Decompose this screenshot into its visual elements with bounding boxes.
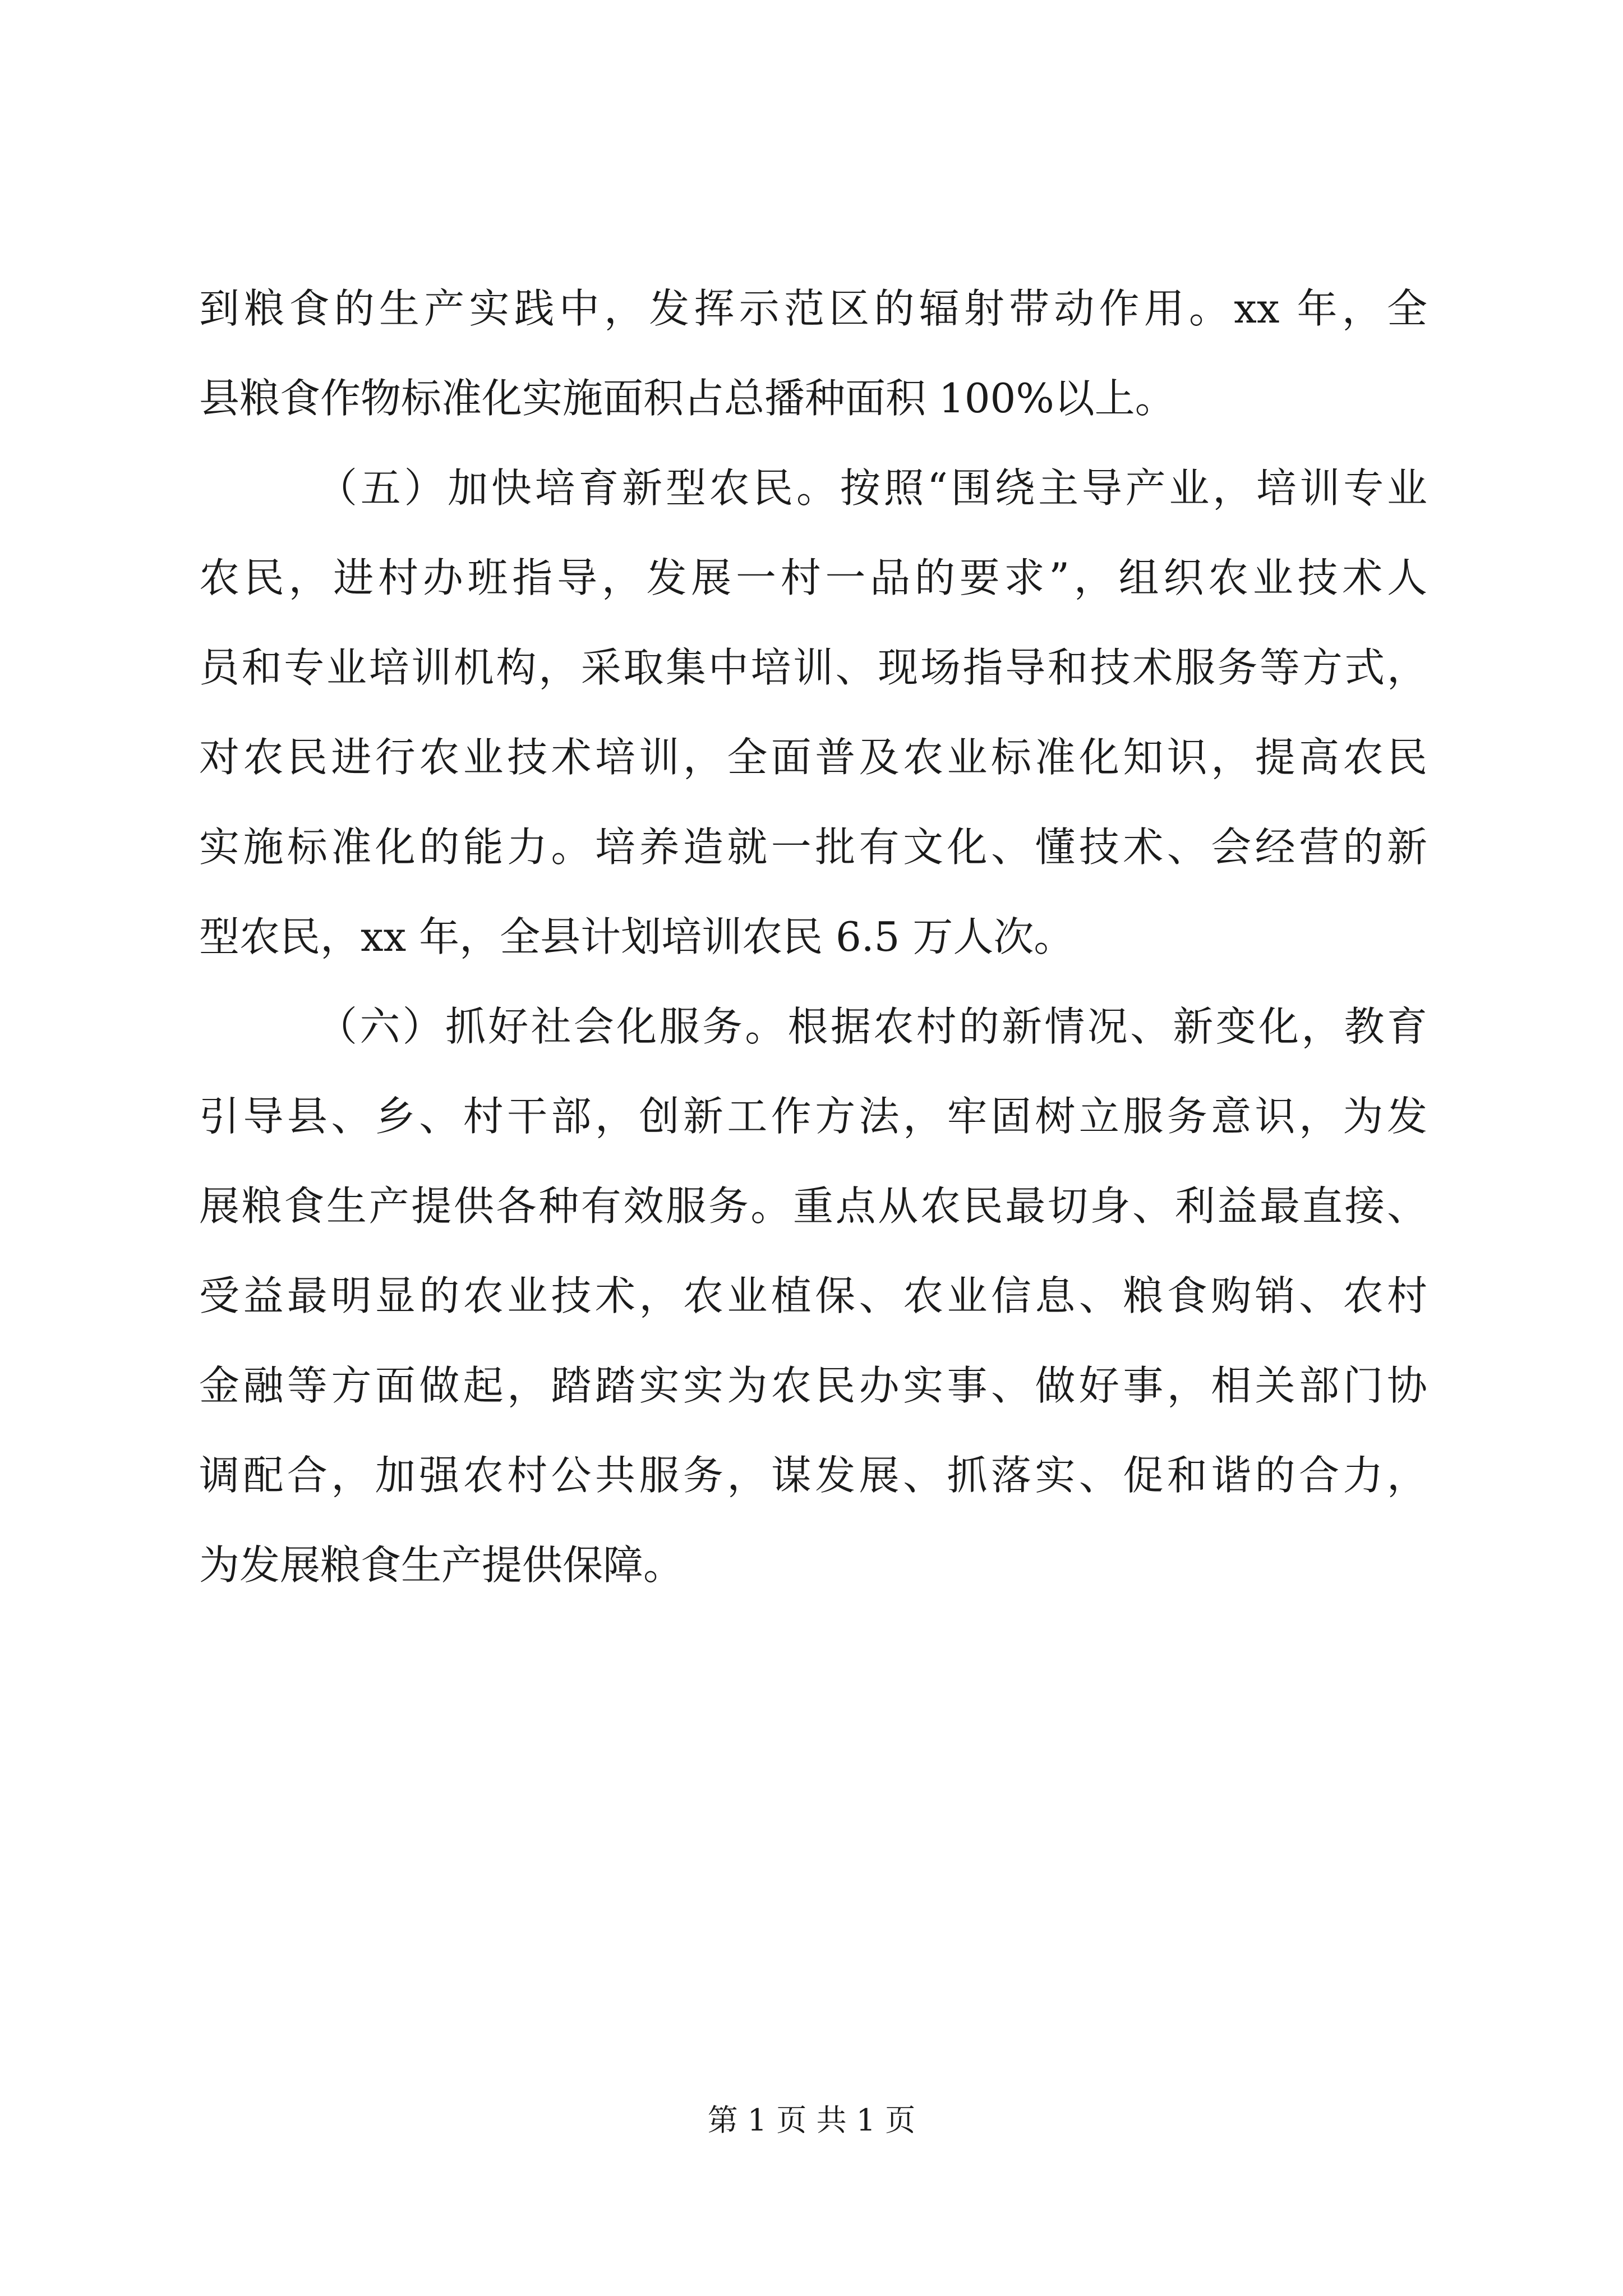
paragraph-line: 实施标准化的能力。培养造就一批有文化、懂技术、会经营的新 [199,823,1427,871]
paragraph-line: （六）抓好社会化服务。根据农村的新情况、新变化，教育 [317,1003,1427,1050]
paragraph-line: 农民，进村办班指导，发展一村一品的要求”，组织农业技术人 [199,554,1427,601]
paragraph-2 [199,443,1427,982]
paragraph-line: 金融等方面做起，踏踏实实为农民办实事、做好事，相关部门协 [199,1362,1427,1409]
paragraph-3 [199,982,1427,1610]
paragraph-line: 展粮食生产提供各种有效服务。重点从农民最切身、利益最直接、 [199,1182,1427,1230]
paragraph-line: 为发展粮食生产提供保障。 [199,1542,684,1589]
paragraph-line: 受益最明显的农业技术，农业植保、农业信息、粮食购销、农村 [199,1272,1427,1319]
paragraph-line: 引导县、乡、村干部，创新工作方法，牢固树立服务意识，为发 [199,1093,1427,1140]
document-body [199,264,1427,1610]
paragraph-line: 员和专业培训机构，采取集中培训、现场指导和技术服务等方式， [199,644,1427,691]
page-footer: 第 1 页 共 1 页 [707,2102,916,2138]
paragraph-line: 到粮食的生产实践中，发挥示范区的辐射带动作用。xx 年，全 [199,285,1427,332]
paragraph-line: （五）加快培育新型农民。按照“围绕主导产业，培训专业 [317,464,1427,512]
paragraph-1 [199,264,1427,443]
paragraph-line: 型农民，xx 年，全县计划培训农民 6.5 万人次。 [199,913,1075,960]
paragraph-line: 县粮食作物标准化实施面积占总播种面积 100%以上。 [199,375,1175,422]
paragraph-line: 对农民进行农业技术培训，全面普及农业标准化知识，提高农民 [199,734,1427,781]
paragraph-line: 调配合，加强农村公共服务，谋发展、抓落实、促和谐的合力， [199,1452,1427,1499]
